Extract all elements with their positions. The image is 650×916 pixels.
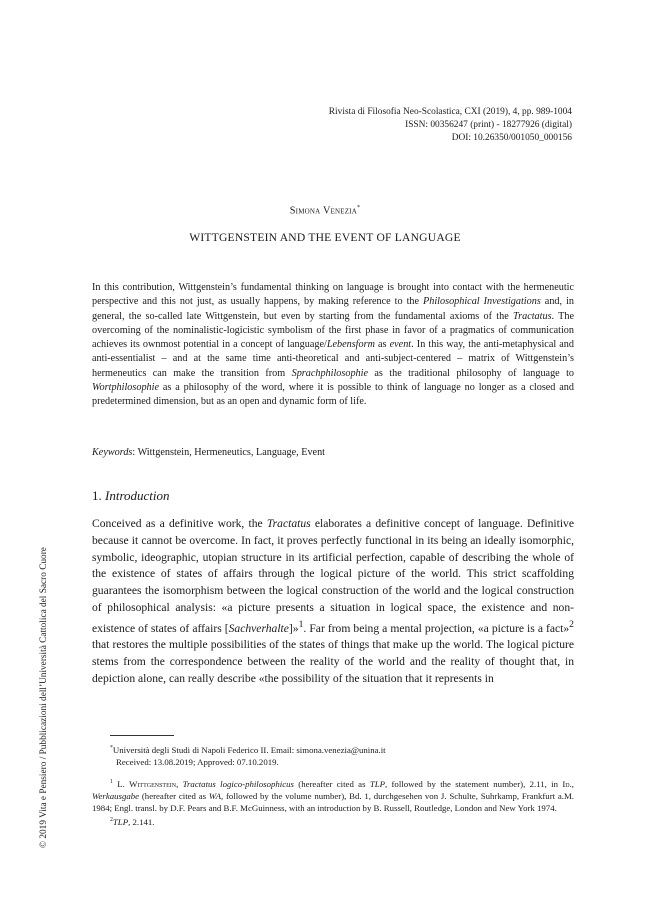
footnote-ref-1[interactable]: 1 xyxy=(298,618,304,630)
author-name xyxy=(0,205,650,216)
section-title: Introduction xyxy=(105,488,170,503)
abstract-text: as the traditional philosophy of language to xyxy=(368,367,574,379)
body-italic: Sachverhalte xyxy=(228,621,289,635)
footnote-text: , followed by the volume number), Bd. 1, durchgesehen von J. Schulte, Suhrkamp, Frankfurt a.M. 1984; Engl. transl. by D.F. Pears and B.F. McGuinness, with an introduction by B. Russell, Routledge, London and New York 1974. xyxy=(92,790,574,813)
body-text-run: ]» xyxy=(288,621,299,635)
body-text-run: that restores the multiple possibilities of the states of things that make up the world. The logical picture stems from the correspondence between the reality of the world and the reality of thought that, in depiction alone, can really describe «the possibility of the situation that it represents in xyxy=(92,638,574,686)
journal-issn: ISSN: 00356247 (print) - 18277926 (digital) xyxy=(405,119,572,130)
journal-doi: DOI: 10.26350/001050_000156 xyxy=(451,132,572,143)
article-title: WITTGENSTEIN AND THE EVENT OF LANGUAGE xyxy=(189,231,461,244)
footnote-mark: 1 xyxy=(110,778,113,785)
body-text-run: elaborates a definitive concept of language. Definitive because it cannot be overcome. In fact, it proves perfectly functional in its being an ideally isomorphic, symbolic, ideographic, utopian structure in its artificial perfection, capable of describing the whole of the existence of states of affairs through the logical picture of the world. This strict scaffolding guarantees the isomorphism between the logical construction of the world and the logical construction of philosophical analysis: «a picture presents a situation in logical space, the existence and non-existence of states of affairs [ xyxy=(92,517,575,635)
footnote-text: , xyxy=(571,778,574,789)
body-text-run: . Far from being a mental projection, «a picture is a fact» xyxy=(303,621,570,635)
footnote-text: , xyxy=(176,778,183,789)
footnote-text: (hereafter cited as xyxy=(139,790,209,801)
footnote-text: , 2.141. xyxy=(128,816,155,827)
author-footnote-mark: * xyxy=(356,205,361,211)
abstract-text: . The overcoming of the nominalistic-logicistic symbolism of the first phase in favor of a pragmatics of communication achieves its ownmost potential in a concept of language/ xyxy=(92,310,575,351)
body-text-run: Conceived as a definitive work, the xyxy=(92,517,267,530)
abstract-text: as xyxy=(374,339,390,351)
footnote-2 xyxy=(92,814,574,828)
keywords-list: : Wittgenstein, Hermeneutics, Language, Event xyxy=(132,447,325,458)
footnote-mark: 2 xyxy=(110,816,113,823)
body-text xyxy=(92,516,574,688)
keywords xyxy=(92,446,574,460)
footnote-ref-2[interactable]: 2 xyxy=(569,618,574,630)
section-heading xyxy=(92,488,170,504)
copyright-notice: © 2019 Vita e Pensiero / Pubblicazioni dell’Università Cattolica del Sacro Cuore xyxy=(39,547,49,848)
abstract-italic: event xyxy=(389,339,412,351)
abstract-text: . In this way, the anti-metaphysical and anti-essentialist – and at the same time anti-theoretical and anti-subject-centered – matrix of Wittgenstein’s hermeneutics can make the transition from xyxy=(92,339,574,379)
footnote-ibid: Id. xyxy=(562,778,572,789)
footnote-divider xyxy=(110,735,174,736)
keywords-label: Keywords xyxy=(92,447,133,458)
abstract xyxy=(92,281,574,410)
footnote-text: , followed by the statement number), 2.11, in xyxy=(384,778,563,789)
footnote-1 xyxy=(92,776,574,814)
abstract-text: as a philosophy of the word, where it is possible to think of language no longer as a closed and predetermined dimension, but as an open and dynamic form of life. xyxy=(92,382,574,408)
footnote-author: Wittgenstein xyxy=(129,778,177,789)
footnote-text: (hereafter cited as xyxy=(293,778,370,789)
journal-header xyxy=(329,106,572,144)
section-number: 1. xyxy=(92,488,102,503)
abstract-italic: Lebensform xyxy=(326,339,375,351)
footnote-italic: WA xyxy=(208,790,221,801)
footnote-italic: Werkausgabe xyxy=(92,790,140,801)
body-italic: Tractatus xyxy=(266,517,311,530)
author-affiliation-footnote xyxy=(92,742,574,756)
footnote-italic: TLP xyxy=(112,816,129,827)
abstract-text: and, in general, the so-called late Wittgenstein, but even by starting from the fundamental axioms of the xyxy=(92,296,574,322)
footnotes xyxy=(92,742,574,828)
abstract-text: In this contribution, Wittgenstein’s fundamental thinking on language is brought into contact with the hermeneutic perspective and this not just, as usually happens, by making reference to the xyxy=(92,282,574,308)
received-approved-dates: Received: 13.08.2019; Approved: 07.10.2019. xyxy=(116,756,279,767)
author-name-text: Simona Venezia xyxy=(289,205,357,217)
footnote-text: Università degli Studi di Napoli Federico II. Email: simona.venezia@unina.it xyxy=(112,744,386,755)
footnote-mark: * xyxy=(110,745,113,751)
footnote-text: L. xyxy=(112,778,130,789)
abstract-italic: Tractatus xyxy=(513,310,552,322)
abstract-italic: Wortphilosophie xyxy=(92,382,159,394)
abstract-italic: Philosophical Investigations xyxy=(423,296,541,308)
footnote-italic: Tractatus logico-philosophicus xyxy=(182,778,294,789)
body-paragraph xyxy=(92,516,574,688)
journal-citation: Rivista di Filosofia Neo-Scolastica, CXI (2019), 4, pp. 989-1004 xyxy=(328,107,572,117)
abstract-italic: Sprachphilosophie xyxy=(291,367,368,379)
footnote-italic: TLP xyxy=(369,778,385,789)
